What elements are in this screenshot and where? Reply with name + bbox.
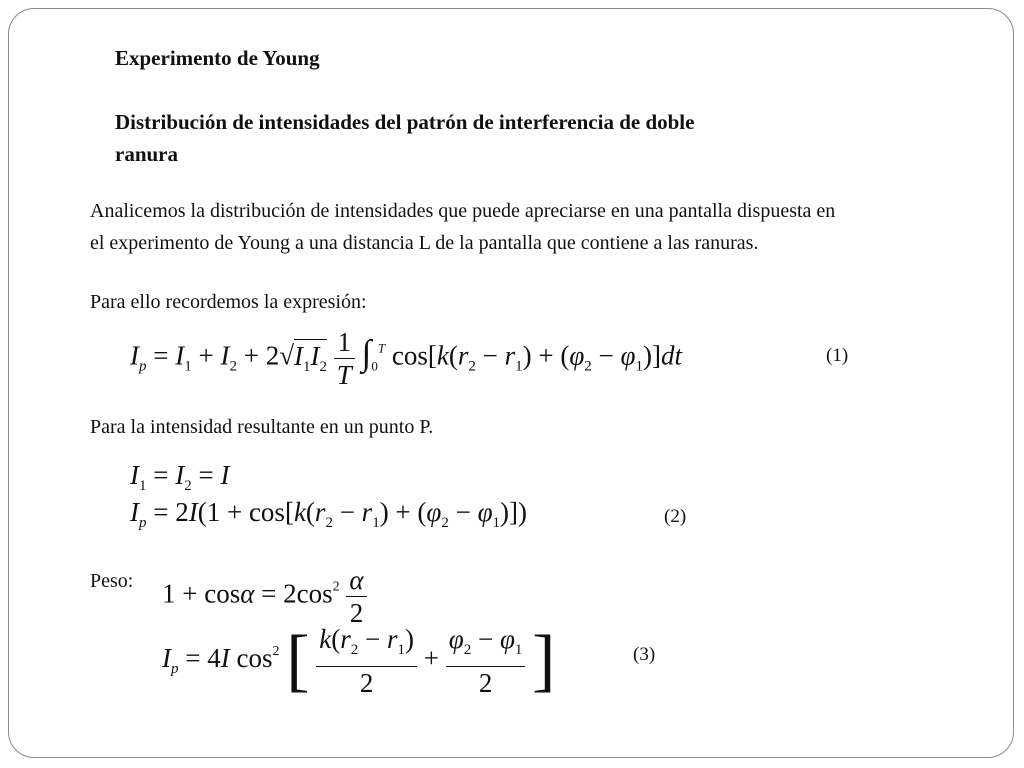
equation-2b: $I_p = 2I(1 + \cos[k(r_2 - r_1) + (\varphi_2 - \varphi_1)])$	[130, 497, 527, 531]
slide-title: Experimento de Young	[115, 46, 320, 70]
equation-3: $I_p = 4I$ $\cos^2$ [ $\frac{k(r_2 - r_1)}{2}$ + $\frac{\varphi_2 - \varphi_1}{2}$ ]	[162, 622, 556, 699]
equation-2-number: (2)	[664, 506, 687, 527]
intro-line2: el experimento de Young a una distancia L de la pantalla que contiene a las ranuras.	[90, 232, 759, 254]
cosine-identity: $1 + \cos\alpha = 2\cos^2$ $\frac{\alpha}{2}$	[162, 564, 367, 629]
equation-3-number: (3)	[633, 644, 656, 665]
equation-1: $I_p = I_1 + I_2 + 2√I_1I_2$ $\frac{1}{T}$ $\int_0^T$ $\cos[k(r_2 - r_1) + (\varphi_2 - \varphi_1)]dt$	[130, 327, 682, 390]
peso-label: Peso:	[90, 570, 134, 592]
equation-2a: $I_1 = I_2 = I$	[130, 460, 230, 494]
slide-subtitle-line1: Distribución de intensidades del patrón de interferencia de doble	[115, 110, 695, 134]
recall-text: Para ello recordemos la expresión:	[90, 291, 367, 313]
slide-subtitle-line2: ranura	[115, 142, 178, 166]
point-text: Para la intensidad resultante en un punto P.	[90, 416, 434, 438]
equation-1-number: (1)	[826, 345, 849, 366]
intro-line1: Analicemos la distribución de intensidades que puede apreciarse en una pantalla dispuesta en	[90, 200, 836, 222]
